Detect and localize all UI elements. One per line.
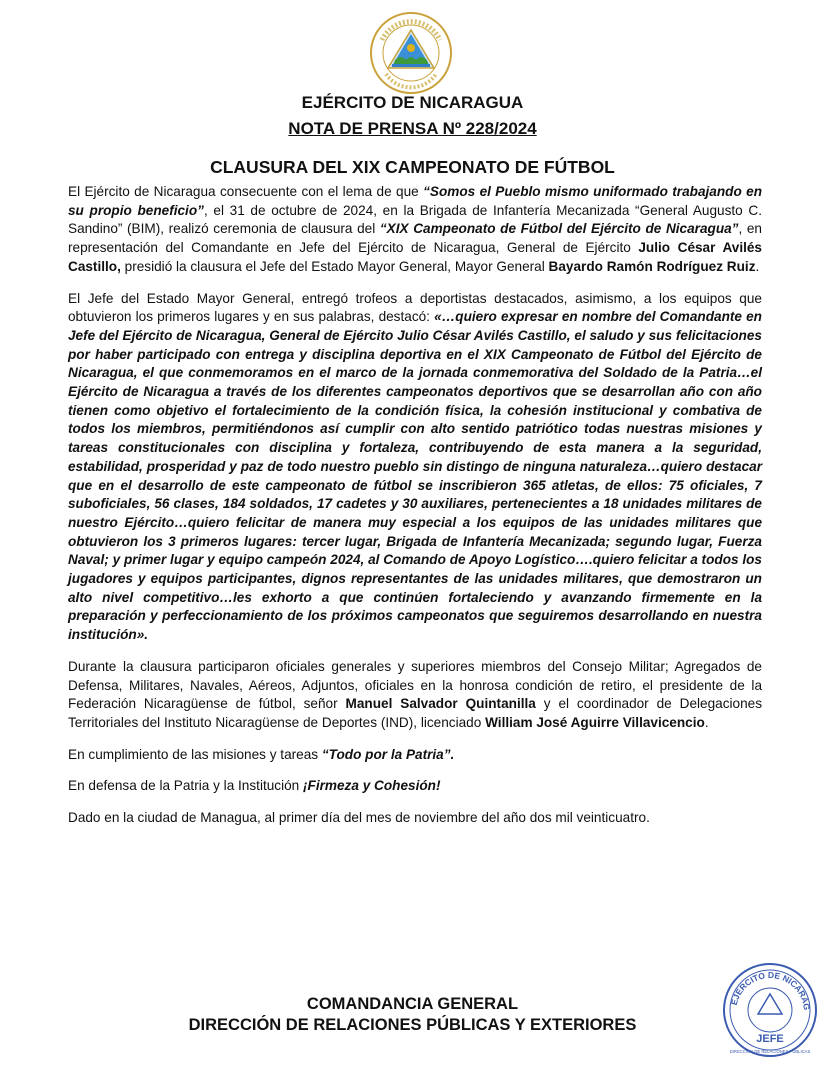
document-footer (0, 994, 825, 1036)
document-body (68, 183, 762, 841)
organization-name: EJÉRCITO DE NICARAGUA (301, 93, 524, 112)
text-run: El Ejército de Nicaragua consecuente con el lema de que (68, 184, 424, 199)
footer-department: DIRECCIÓN DE RELACIONES PÚBLICAS Y EXTERIORES (188, 1016, 637, 1034)
svg-text:EJÉRCITO DE NICARAGUA (720, 960, 812, 1011)
text-run: En defensa de la Patria y la Institución (68, 778, 304, 794)
document-header (0, 92, 825, 178)
stamp-label: JEFE (756, 1033, 784, 1045)
text-run: Durante la clausura participaron oficiales generales y superiores miembros del Consejo Militar; Agregados de Defensa, Militares, Navales, Aéreos, Adjuntos, oficiales en la honrosa condición de retiro, el presidente de la Federación Nicaragüense de fútbol, señor (68, 658, 762, 712)
defense-motto: ¡Firmeza y Cohesión! (303, 778, 441, 794)
chief-of-staff-name: Bayardo Ramón Rodríguez Ruiz (548, 258, 756, 274)
text-run: , en representación del Comandante en Jefe del Ejército de Nicaragua, General de Ejército (68, 221, 762, 256)
commander-name: Julio César Avilés Castillo, (68, 240, 762, 274)
mission-motto: “Todo por la Patria”. (321, 746, 455, 762)
event-name: “XIX Campeonato de Fútbol del Ejército de Nicaragua” (379, 221, 739, 237)
text-run: . (755, 258, 760, 274)
text-run: . (704, 714, 709, 730)
motto-quote: “Somos el Pueblo mismo uniformado trabajando en su propio beneficio” (68, 184, 763, 218)
official-stamp-icon (720, 960, 820, 1060)
paragraph-defense (68, 777, 762, 796)
speech-quote: «…quiero expresar en nombre del Comandante en Jefe del Ejército de Nicaragua, General de Ejército Julio César Avilés Castillo, el saludo y sus felicitaciones por haber participado con entrega y disciplina deportiva en el XIX Campeonato de Fútbol del Ejército de Nicaragua, el que conmemoramos en el marco de la jornada conmemorativa del Soldado de la Patria…el Ejército de Nicaragua a través de los diferentes campeonatos deportivos que se desarrollan año con año tienen como objetivo el fortalecimiento de la condición física, la cohesión institucional y combativa de todos los miembros, permitiéndonos así cumplir con alto sentido patriótico todas nuestras misiones y tareas constitucionales con disciplina y fortaleza, contribuyendo de esta manera a la seguridad, estabilidad, prosperidad y paz de todo nuestro pueblo sin distingo de ninguna naturaleza…quiero destacar que en el desarrollo de este campeonato de fútbol se inscribieron 365 atletas, de ellos: 75 oficiales, 7 suboficiales, 56 clases, 184 soldados, 17 cadetes y 30 auxiliares, pertenecientes a 18 unidades militares de nuestro Ejército…quiero felicitar de manera muy especial a los equipos de las unidades militares que obtuvieron los 3 primeros lugares: tercer lugar, Brigada de Infantería Mecanizada; segundo lugar, Fuerza Naval; y primer lugar y equipo campeón 2024, al Comando de Apoyo Logístico….quiero felicitar a todos los jugadores y equipos participantes, dignos representantes de las unidades militares, que demostraron un alto nivel competitivo…les exhorto a que continúen fortaleciendo y avanzando firmemente en la preparación y perfeccionamiento de los próximos campeonatos que seguiremos desarrollando en nuestra institución». (68, 309, 762, 643)
text-run: En cumplimiento de las misiones y tareas (68, 746, 322, 762)
stamp-ring-text: EJÉRCITO DE NICARAG (728, 969, 813, 1011)
paragraph-mission (68, 746, 762, 765)
federation-president-name: Manuel Salvador Quintanilla (345, 696, 536, 712)
footer-command: COMANDANCIA GENERAL (306, 995, 519, 1013)
paragraph-attendees (68, 658, 762, 733)
paragraph-intro (68, 183, 762, 277)
text-run: , el 31 de octubre de 2024, en la Brigada de Infantería Mecanizada “General Augusto C. Sandino” (BIM), realizó ceremonia de clausura del (68, 202, 762, 237)
press-note-number: NOTA DE PRENSA Nº 228/2024 (288, 119, 537, 138)
text-run: presidió la clausura el Jefe del Estado Mayor General, Mayor General (120, 258, 549, 274)
document-title: CLAUSURA DEL XIX CAMPEONATO DE FÚTBOL (210, 157, 615, 177)
paragraph-speech (68, 290, 762, 645)
stamp-bottom-text: DIRECCIÓN DE RELACIONES PÚBLICAS (729, 1049, 811, 1054)
text-run: y el coordinador de Delegaciones Territoriales del Instituto Nicaragüense de Deportes (IND), licenciado (68, 696, 763, 730)
paragraph-date: Dado en la ciudad de Managua, al primer día del mes de noviembre del año dos mil veinticuatro. (68, 810, 650, 826)
nicaragua-coat-of-arms-icon (368, 10, 454, 96)
ind-coordinator-name: William José Aguirre Villavicencio (485, 714, 705, 730)
text-run: El Jefe del Estado Mayor General, entregó trofeos a deportistas destacados, asimismo, a los equipos que obtuvieron los primeros lugares y en sus palabras, destacó: (68, 290, 762, 325)
